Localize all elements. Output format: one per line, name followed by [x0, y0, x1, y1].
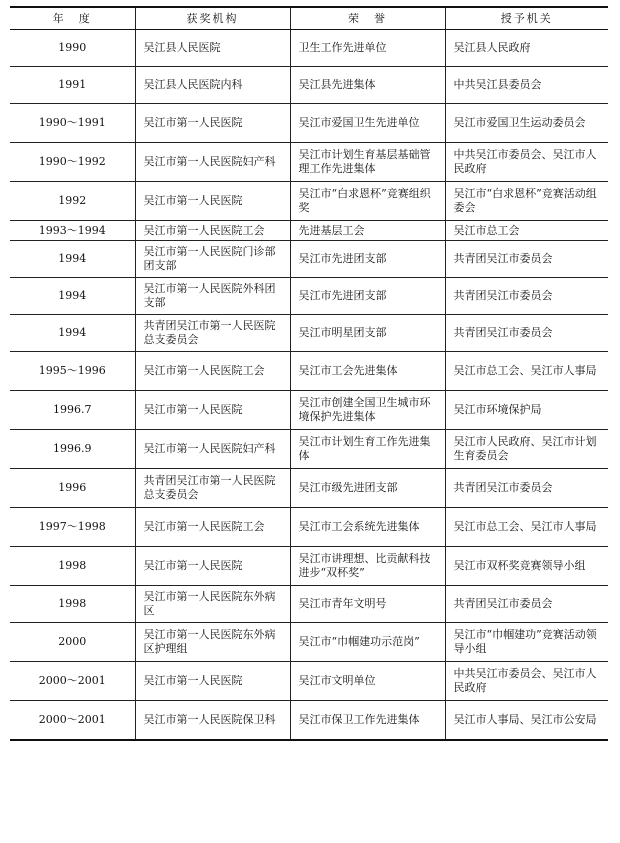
table-row	[10, 30, 608, 67]
cell-authority: 吴江市总工会	[445, 221, 608, 241]
header-year: 年 度	[10, 7, 135, 30]
cell-year: 1993～1994	[10, 221, 135, 241]
cell-authority: 共青团吴江市委员会	[445, 315, 608, 352]
cell-authority: 吴江市“白求恩杯”竞赛活动组委会	[445, 182, 608, 221]
cell-year: 1991	[10, 67, 135, 104]
cell-honor: 吴江市计划生育基层基础管理工作先进集体	[290, 143, 445, 182]
cell-authority: 吴江市总工会、吴江市人事局	[445, 352, 608, 391]
cell-honor: 吴江市先进团支部	[290, 278, 445, 315]
cell-authority: 中共吴江县委员会	[445, 67, 608, 104]
cell-authority: 吴江市双杯奖竞赛领导小组	[445, 547, 608, 586]
cell-institution: 吴江市第一人民医院工会	[135, 352, 290, 391]
cell-year: 2000～2001	[10, 662, 135, 701]
cell-institution: 吴江市第一人民医院	[135, 547, 290, 586]
cell-authority: 共青团吴江市委员会	[445, 278, 608, 315]
cell-honor: 吴江市先进团支部	[290, 241, 445, 278]
cell-institution: 吴江县人民医院	[135, 30, 290, 67]
table-body	[10, 30, 608, 740]
cell-honor: 先进基层工会	[290, 221, 445, 241]
cell-honor: 吴江市保卫工作先进集体	[290, 701, 445, 740]
cell-honor: 吴江市工会系统先进集体	[290, 508, 445, 547]
cell-honor: 吴江市创建全国卫生城市环境保护先进集体	[290, 391, 445, 430]
cell-institution: 吴江市第一人民医院东外病区	[135, 586, 290, 623]
cell-institution: 共青团吴江市第一人民医院总支委员会	[135, 469, 290, 508]
cell-authority: 吴江市人民政府、吴江市计划生育委员会	[445, 430, 608, 469]
cell-honor: 吴江县先进集体	[290, 67, 445, 104]
cell-year: 1998	[10, 547, 135, 586]
cell-year: 1997～1998	[10, 508, 135, 547]
table-row	[10, 278, 608, 315]
table-row	[10, 221, 608, 241]
cell-authority: 共青团吴江市委员会	[445, 586, 608, 623]
table-row	[10, 143, 608, 182]
cell-honor: 吴江市“巾帼建功示范岗”	[290, 623, 445, 662]
table-row	[10, 623, 608, 662]
table-row	[10, 701, 608, 740]
cell-authority: 中共吴江市委员会、吴江市人民政府	[445, 143, 608, 182]
cell-institution: 吴江市第一人民医院东外病区护理组	[135, 623, 290, 662]
table-row	[10, 391, 608, 430]
cell-honor: 吴江市文明单位	[290, 662, 445, 701]
awards-table	[10, 6, 608, 741]
cell-institution: 吴江市第一人民医院工会	[135, 508, 290, 547]
header-row	[10, 7, 608, 30]
cell-authority: 吴江县人民政府	[445, 30, 608, 67]
cell-institution: 吴江市第一人民医院妇产科	[135, 143, 290, 182]
table-row	[10, 104, 608, 143]
cell-institution: 吴江市第一人民医院	[135, 104, 290, 143]
cell-year: 1994	[10, 315, 135, 352]
cell-authority: 吴江市总工会、吴江市人事局	[445, 508, 608, 547]
cell-honor: 吴江市爱国卫生先进单位	[290, 104, 445, 143]
cell-institution: 吴江市第一人民医院保卫科	[135, 701, 290, 740]
cell-institution: 吴江市第一人民医院妇产科	[135, 430, 290, 469]
cell-honor: 卫生工作先进单位	[290, 30, 445, 67]
header-honor: 荣 誉	[290, 7, 445, 30]
table-row	[10, 67, 608, 104]
cell-authority: 吴江市环境保护局	[445, 391, 608, 430]
header-institution: 获奖机构	[135, 7, 290, 30]
table-row	[10, 182, 608, 221]
cell-year: 1990	[10, 30, 135, 67]
cell-institution: 吴江市第一人民医院	[135, 182, 290, 221]
table-row	[10, 662, 608, 701]
cell-year: 1992	[10, 182, 135, 221]
cell-institution: 吴江市第一人民医院	[135, 391, 290, 430]
table-row	[10, 241, 608, 278]
cell-authority: 吴江市人事局、吴江市公安局	[445, 701, 608, 740]
cell-authority: 共青团吴江市委员会	[445, 241, 608, 278]
table-row	[10, 352, 608, 391]
cell-honor: 吴江市“白求恩杯”竞赛组织奖	[290, 182, 445, 221]
cell-year: 1998	[10, 586, 135, 623]
cell-honor: 吴江市计划生育工作先进集体	[290, 430, 445, 469]
table-row	[10, 430, 608, 469]
cell-year: 1994	[10, 278, 135, 315]
table-row	[10, 315, 608, 352]
cell-honor: 吴江市讲理想、比贡献科技进步“双杯奖”	[290, 547, 445, 586]
cell-year: 2000～2001	[10, 701, 135, 740]
cell-year: 1990～1992	[10, 143, 135, 182]
cell-honor: 吴江市明星团支部	[290, 315, 445, 352]
cell-honor: 吴江市青年文明号	[290, 586, 445, 623]
cell-authority: 吴江市爱国卫生运动委员会	[445, 104, 608, 143]
cell-institution: 共青团吴江市第一人民医院总支委员会	[135, 315, 290, 352]
cell-year: 1990～1991	[10, 104, 135, 143]
table-row	[10, 469, 608, 508]
cell-authority: 中共吴江市委员会、吴江市人民政府	[445, 662, 608, 701]
table-row	[10, 547, 608, 586]
cell-year: 1996.9	[10, 430, 135, 469]
cell-authority: 吴江市“巾帼建功”竞赛活动领导小组	[445, 623, 608, 662]
table-row	[10, 508, 608, 547]
cell-year: 1996	[10, 469, 135, 508]
cell-year: 2000	[10, 623, 135, 662]
table-row	[10, 586, 608, 623]
cell-institution: 吴江市第一人民医院外科团支部	[135, 278, 290, 315]
cell-honor: 吴江市工会先进集体	[290, 352, 445, 391]
cell-institution: 吴江市第一人民医院工会	[135, 221, 290, 241]
cell-authority: 共青团吴江市委员会	[445, 469, 608, 508]
cell-year: 1995～1996	[10, 352, 135, 391]
cell-year: 1996.7	[10, 391, 135, 430]
header-authority: 授予机关	[445, 7, 608, 30]
table-header	[10, 7, 608, 30]
cell-institution: 吴江市第一人民医院门诊部团支部	[135, 241, 290, 278]
cell-institution: 吴江市第一人民医院	[135, 662, 290, 701]
cell-institution: 吴江县人民医院内科	[135, 67, 290, 104]
cell-honor: 吴江市级先进团支部	[290, 469, 445, 508]
cell-year: 1994	[10, 241, 135, 278]
